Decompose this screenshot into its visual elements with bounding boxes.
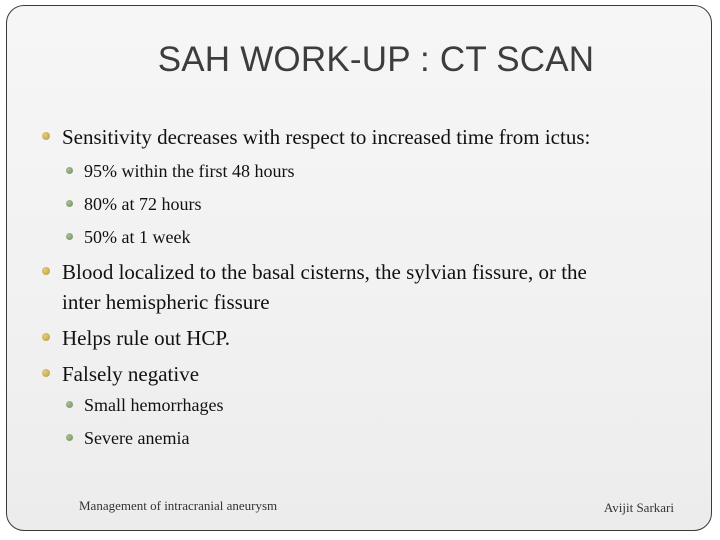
footer-presentation-title: Management of intracranial aneurysm <box>79 498 278 513</box>
sub-bullet-dot-icon <box>66 200 73 207</box>
sub-bullet-text: 95% within the first 48 hours <box>84 161 295 181</box>
bullet-dot-icon <box>42 369 50 377</box>
sub-bullet-1-week <box>40 224 680 250</box>
sub-bullet-48-hours <box>40 158 680 184</box>
sub-bullet-text: 80% at 72 hours <box>84 194 202 214</box>
sub-bullet-text: 50% at 1 week <box>84 227 191 247</box>
sub-bullet-small-hemorrhages <box>40 392 680 418</box>
bullet-dot-icon <box>42 267 50 275</box>
slide-title: SAH WORK-UP : CT SCAN <box>157 40 595 79</box>
bullet-dot-icon <box>42 333 50 341</box>
sub-bullet-dot-icon <box>66 434 73 441</box>
footer-author: Avijit Sarkari <box>603 500 674 515</box>
slide-content <box>40 122 680 458</box>
bullet-text-line1: Blood localized to the basal cisterns, the sylvian fissure, or the <box>62 260 587 284</box>
bullet-blood-localized <box>40 257 680 317</box>
bullet-dot-icon <box>42 132 50 140</box>
bullet-text: Sensitivity decreases with respect to increased time from ictus: <box>62 125 591 149</box>
bullet-text-line2: inter hemispheric fissure <box>62 290 270 314</box>
bullet-sensitivity <box>40 122 680 152</box>
sub-bullet-72-hours <box>40 191 680 217</box>
bullet-falsely-negative <box>40 359 680 389</box>
bullet-text: Helps rule out HCP. <box>62 326 230 350</box>
bullet-text: Falsely negative <box>62 362 200 386</box>
bullet-rule-out-hcp <box>40 323 680 353</box>
sub-bullet-text: Small hemorrhages <box>84 395 224 415</box>
sub-bullet-dot-icon <box>66 167 73 174</box>
sub-bullet-text: Severe anemia <box>84 428 190 448</box>
sub-bullet-dot-icon <box>66 401 73 408</box>
sub-bullet-severe-anemia <box>40 425 680 451</box>
sub-bullet-dot-icon <box>66 233 73 240</box>
